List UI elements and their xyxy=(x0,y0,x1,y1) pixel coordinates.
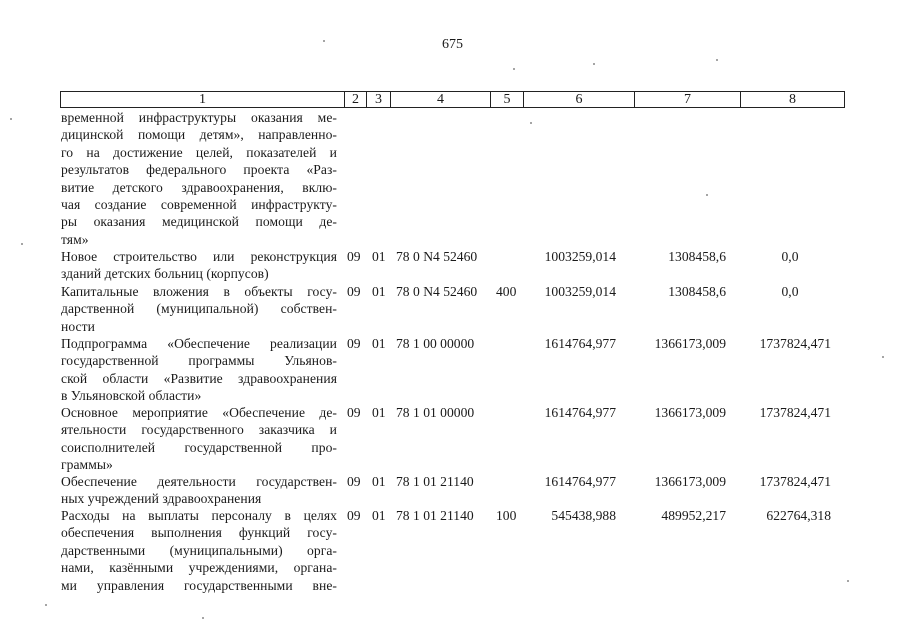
description-line: Новое строительство или реконструкция xyxy=(61,249,337,264)
cell-section: 09 xyxy=(347,336,361,351)
cell-section: 09 xyxy=(347,284,361,299)
scan-speck xyxy=(882,356,884,358)
row-description xyxy=(61,404,337,474)
cell-amount-year-1: 1003259,014 xyxy=(544,249,616,264)
row-description xyxy=(61,507,337,594)
scan-speck xyxy=(323,40,325,42)
description-line: временной инфраструктуры оказания ме- xyxy=(61,110,337,125)
cell-subsection: 01 xyxy=(372,508,386,523)
cell-subsection: 01 xyxy=(372,405,386,420)
cell-target-code: 78 0 N4 52460 xyxy=(396,249,478,264)
row-description xyxy=(61,473,337,508)
cell-amount-year-2: 489952,217 xyxy=(661,508,726,523)
description-line: Капитальные вложения в объекты госу- xyxy=(61,284,337,299)
description-line: витие детского здравоохранения, вклю- xyxy=(61,179,337,195)
scan-speck xyxy=(706,194,708,196)
header-col-1: 1 xyxy=(199,92,206,107)
description-line: граммы» xyxy=(61,457,113,473)
description-line: го на достижение целей, показателей и xyxy=(61,144,337,160)
header-col-7: 7 xyxy=(634,92,740,107)
scan-speck xyxy=(10,118,12,120)
description-line: результатов федерального проекта «Раз- xyxy=(61,162,337,178)
cell-amount-year-2: 1308458,6 xyxy=(668,284,726,299)
cell-section: 09 xyxy=(347,249,361,264)
page-number: 675 xyxy=(442,37,463,52)
scan-speck xyxy=(847,580,849,582)
description-line: Основное мероприятие «Обеспечение де- xyxy=(61,405,337,420)
cell-expense-type: 400 xyxy=(496,284,517,299)
cell-amount-year-1: 1614764,977 xyxy=(544,474,616,489)
cell-target-code: 78 1 00 00000 xyxy=(396,336,475,351)
cell-amount-year-2: 1308458,6 xyxy=(668,249,726,264)
scan-speck xyxy=(593,63,595,65)
description-line: в Ульяновской области» xyxy=(61,388,202,404)
cell-subsection: 01 xyxy=(372,284,386,299)
table-header xyxy=(60,91,845,108)
scan-speck xyxy=(513,68,515,70)
scan-speck xyxy=(21,243,23,245)
cell-target-code: 78 1 01 21140 xyxy=(396,508,474,523)
scan-speck xyxy=(202,617,204,619)
description-line: Расходы на выплаты персоналу в целях xyxy=(61,508,337,523)
cell-amount-year-1: 1003259,014 xyxy=(544,284,616,299)
cell-amount-year-2: 1366173,009 xyxy=(654,474,726,489)
cell-amount-year-3: 1737824,471 xyxy=(759,474,831,489)
row-description xyxy=(61,335,337,405)
cell-amount-year-3: 0,0 xyxy=(781,249,799,264)
header-col-2: 2 xyxy=(344,92,366,107)
cell-amount-year-3: 1737824,471 xyxy=(759,336,831,351)
description-line: ской области «Развитие здравоохранения xyxy=(61,370,337,386)
cell-amount-year-3: 1737824,471 xyxy=(759,405,831,420)
description-line: нами, казёнными учреждениями, органа- xyxy=(61,560,337,576)
header-col-8: 8 xyxy=(740,92,844,107)
cell-section: 09 xyxy=(347,474,361,489)
cell-target-code: 78 1 01 21140 xyxy=(396,474,474,489)
cell-target-code: 78 0 N4 52460 xyxy=(396,284,478,299)
description-line: ми управления государственными вне- xyxy=(61,577,337,593)
row-description xyxy=(61,248,337,283)
description-line: соисполнителей государственной про- xyxy=(61,439,337,455)
cell-section: 09 xyxy=(347,405,361,420)
description-line: ятельности государственного заказчика и xyxy=(61,422,337,438)
description-line: ных учреждений здравоохранения xyxy=(61,491,262,507)
description-line: зданий детских больниц (корпусов) xyxy=(61,266,269,282)
description-line: чая создание современной инфраструкту- xyxy=(61,197,337,213)
cell-subsection: 01 xyxy=(372,249,386,264)
cell-amount-year-1: 1614764,977 xyxy=(544,336,616,351)
header-col-5: 5 xyxy=(490,92,523,107)
description-line: государственной программы Ульянов- xyxy=(61,353,337,369)
header-col-6: 6 xyxy=(523,92,634,107)
cell-subsection: 01 xyxy=(372,474,386,489)
description-line: дицинской помощи детям», направленно- xyxy=(61,127,337,143)
cell-amount-year-2: 1366173,009 xyxy=(654,405,726,420)
cell-section: 09 xyxy=(347,508,361,523)
cell-target-code: 78 1 01 00000 xyxy=(396,405,475,420)
header-col-4: 4 xyxy=(390,92,490,107)
description-line: ности xyxy=(61,318,95,334)
scan-speck xyxy=(716,59,718,61)
header-col-3: 3 xyxy=(366,92,390,107)
cell-subsection: 01 xyxy=(372,336,386,351)
cell-amount-year-1: 1614764,977 xyxy=(544,405,616,420)
description-line: тям» xyxy=(61,231,89,247)
cell-amount-year-3: 622764,318 xyxy=(766,508,831,523)
cell-amount-year-2: 1366173,009 xyxy=(654,336,726,351)
row-description xyxy=(61,283,337,335)
description-line: Подпрограмма «Обеспечение реализации xyxy=(61,336,337,351)
description-line: дарственными (муниципальными) орга- xyxy=(61,542,337,558)
description-line: Обеспечение деятельности государствен- xyxy=(61,474,337,489)
description-line: ры оказания медицинской помощи де- xyxy=(61,214,337,230)
cell-amount-year-1: 545438,988 xyxy=(551,508,616,523)
row-description xyxy=(61,109,337,248)
scan-speck xyxy=(530,122,532,124)
description-line: дарственной (муниципальной) собствен- xyxy=(61,301,337,317)
description-line: обеспечения выполнения функций госу- xyxy=(61,525,337,541)
cell-expense-type: 100 xyxy=(496,508,517,523)
scan-speck xyxy=(45,604,47,606)
cell-amount-year-3: 0,0 xyxy=(781,284,799,299)
